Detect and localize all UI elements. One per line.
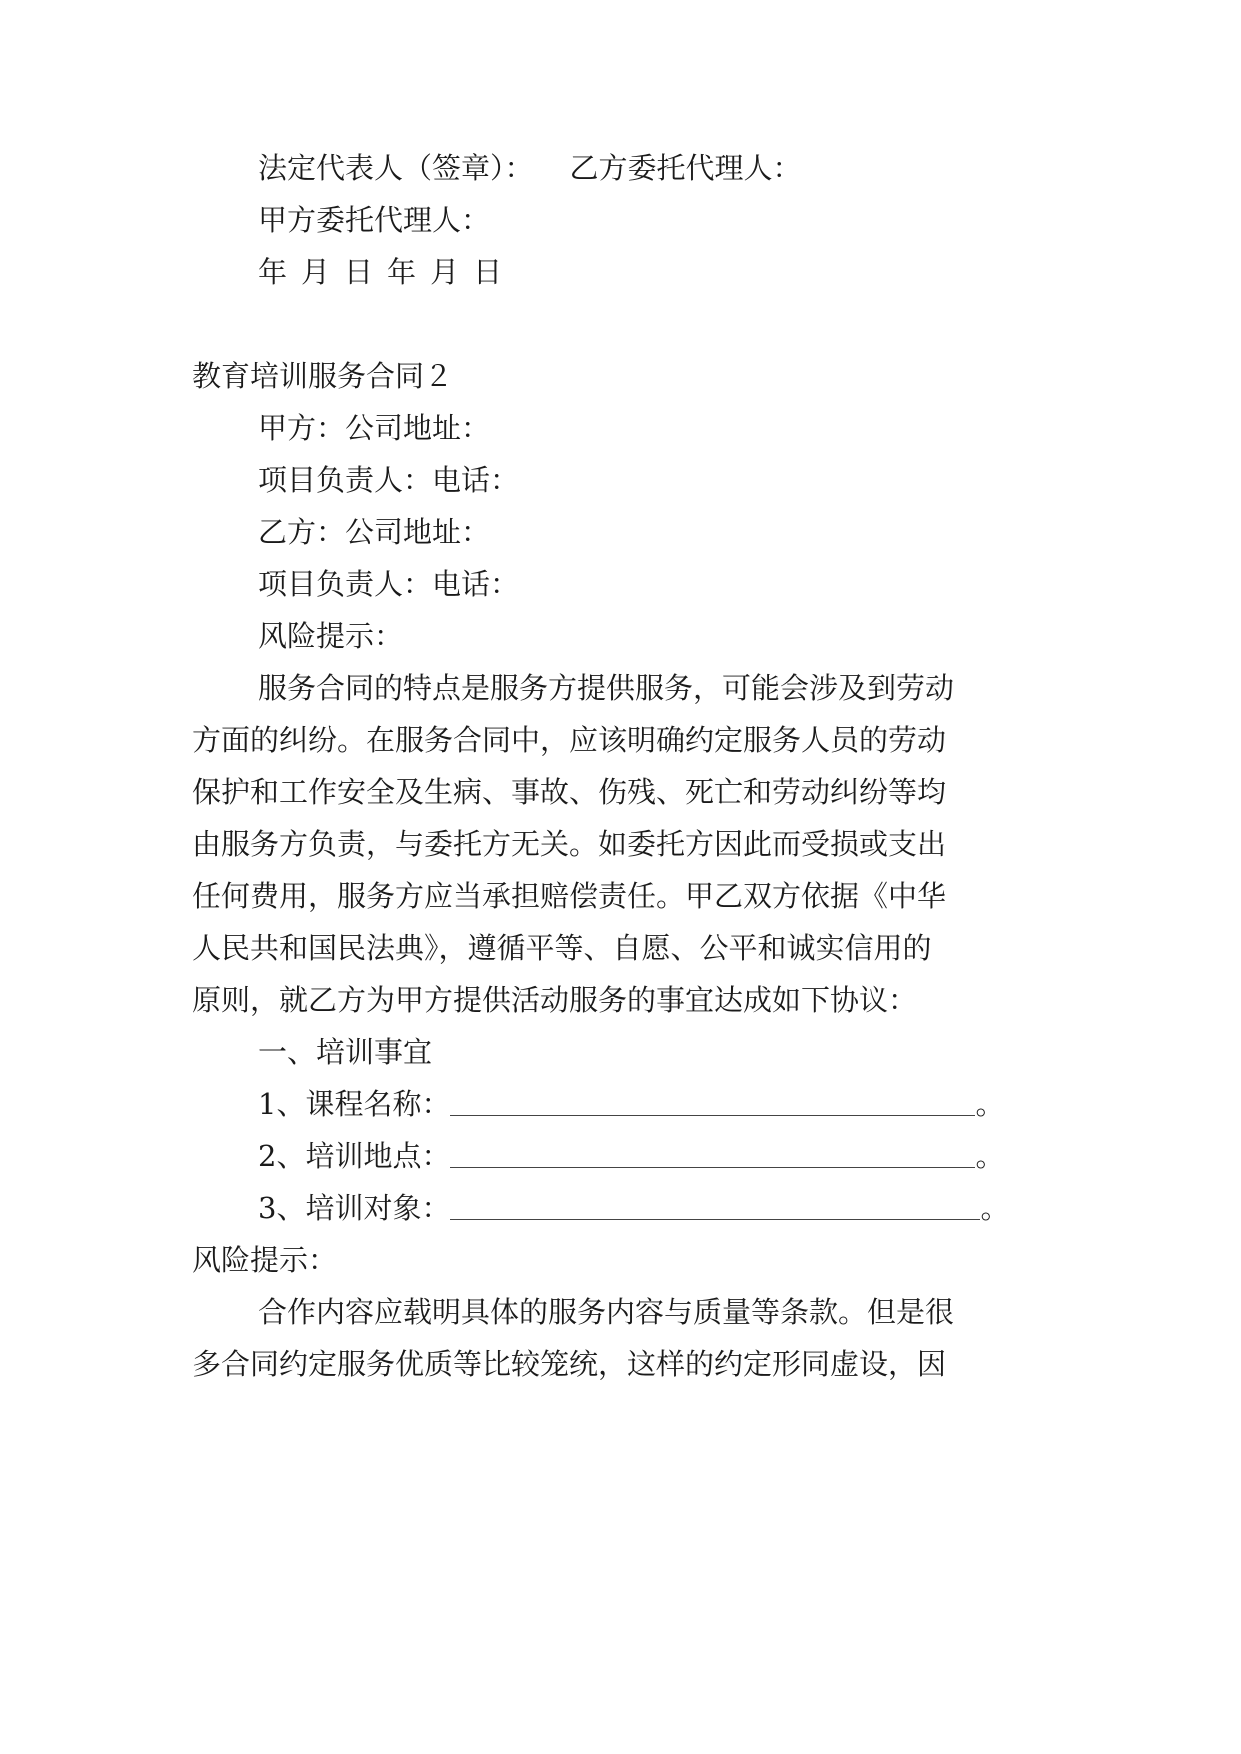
paragraph-line: 合作内容应载明具体的服务内容与质量等条款。但是很 xyxy=(258,1295,955,1329)
party-a-manager-line: 项目负责人：电话： xyxy=(258,463,520,497)
date-day: 日 xyxy=(473,255,503,289)
signature-date-row xyxy=(192,252,1128,292)
training-location-label: 2、培训地点： xyxy=(258,1139,451,1173)
paragraph-line: 由服务方负责，与委托方无关。如委托方因此而受损或支出 xyxy=(192,827,947,861)
paragraph-line: 方面的纠纷。在服务合同中，应该明确约定服务人员的劳动 xyxy=(192,723,947,757)
training-target-blank[interactable] xyxy=(450,1193,980,1220)
party-a-agent-label: 甲方委托代理人： xyxy=(258,203,491,237)
course-name-row xyxy=(192,1084,1128,1124)
training-location-row xyxy=(192,1136,1128,1176)
risk-label: 风险提示： xyxy=(258,619,404,653)
training-location-end: 。 xyxy=(975,1139,1005,1173)
paragraph-line: 人民共和国民法典》，遵循平等、自愿、公平和诚实信用的 xyxy=(192,931,932,965)
date-year: 年 xyxy=(387,255,417,289)
party-b-manager-line: 项目负责人：电话： xyxy=(258,567,520,601)
training-location-blank[interactable] xyxy=(450,1141,975,1168)
training-target-label: 3、培训对象： xyxy=(258,1191,451,1225)
party-b-agent-label: 乙方委托代理人： xyxy=(569,151,802,185)
legal-rep-label: 法定代表人（签章）： xyxy=(258,151,534,185)
party-b-line: 乙方：公司地址： xyxy=(258,515,491,549)
date-day: 日 xyxy=(344,255,374,289)
course-name-end: 。 xyxy=(975,1087,1005,1121)
date-year: 年 xyxy=(258,255,288,289)
date-month: 月 xyxy=(301,255,331,289)
paragraph-line: 多合同约定服务优质等比较笼统，这样的约定形同虚设，因 xyxy=(192,1347,947,1381)
signature-row-1 xyxy=(192,148,1128,188)
date-month: 月 xyxy=(430,255,460,289)
course-name-blank[interactable] xyxy=(450,1089,975,1116)
risk-label: 风险提示： xyxy=(192,1243,338,1277)
section-heading: 一、培训事宜 xyxy=(258,1035,433,1069)
contract-title: 教育培训服务合同２ xyxy=(192,359,454,393)
course-name-label: 1、课程名称： xyxy=(258,1087,451,1121)
paragraph-line: 原则，就乙方为甲方提供活动服务的事宜达成如下协议： xyxy=(192,983,918,1017)
paragraph-line: 保护和工作安全及生病、事故、伤残、死亡和劳动纠纷等均 xyxy=(192,775,947,809)
training-target-end: 。 xyxy=(980,1191,1010,1225)
paragraph-line: 服务合同的特点是服务方提供服务，可能会涉及到劳动 xyxy=(258,671,955,705)
training-target-row xyxy=(192,1188,1128,1228)
party-a-line: 甲方：公司地址： xyxy=(258,411,491,445)
paragraph-line: 任何费用，服务方应当承担赔偿责任。甲乙双方依据《中华 xyxy=(192,879,947,913)
